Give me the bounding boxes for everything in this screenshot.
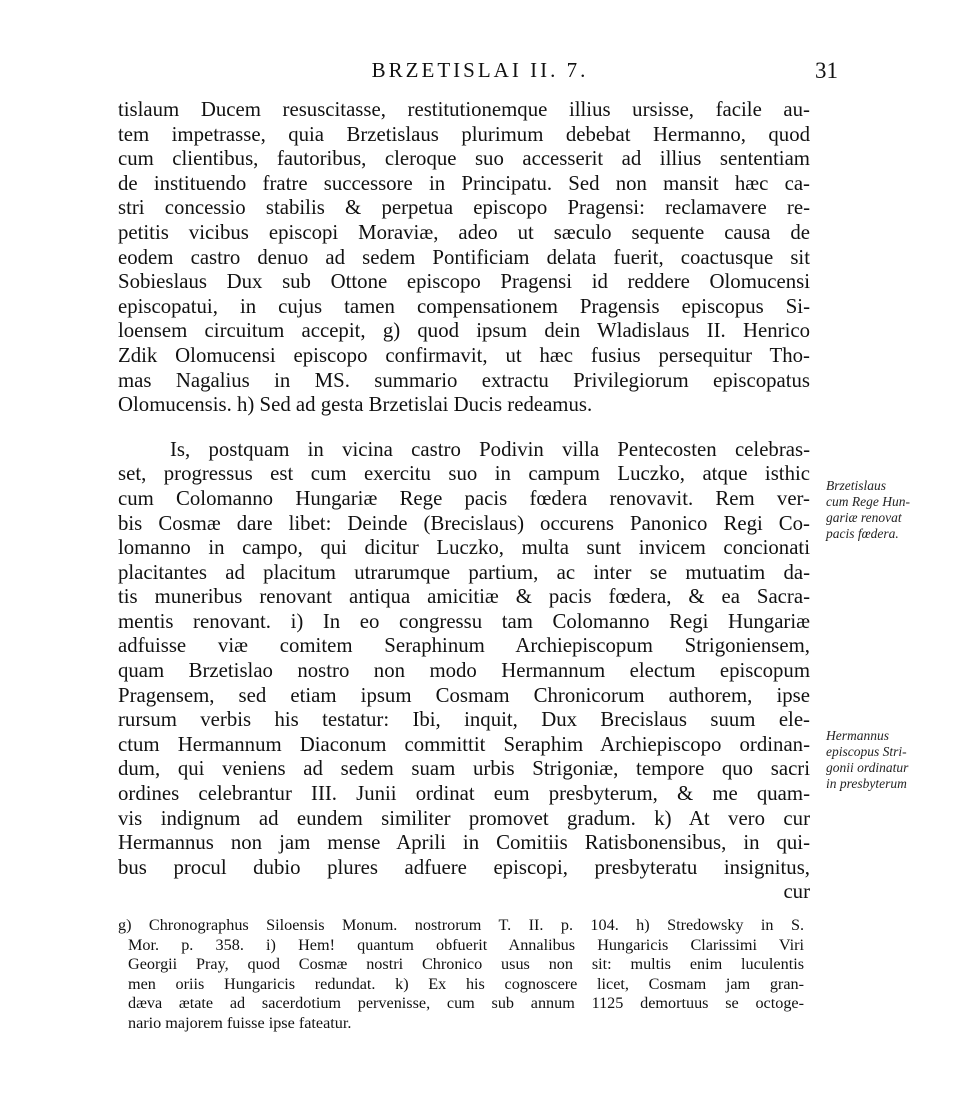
text-line: loensem circuitum accepit, g) quod ipsum dein Wladislaus II. Henrico [118, 319, 810, 343]
text-line: eodem castro denuo ad sedem Pontificiam delata fuerit, coactusque sit [118, 245, 810, 269]
text-line: adfuisse viæ comitem Seraphinum Archiepiscopum Strigoniensem, [118, 634, 810, 658]
text-line: stri concessio stabilis & perpetua episcopo Pragensi: reclamavere re- [118, 196, 810, 220]
footnotes [118, 916, 804, 1034]
margin-note-line: Hermannus [826, 728, 889, 743]
margin-note-line: Brzetislaus [826, 478, 887, 493]
footnote-line: g) Chronographus Siloensis Monum. nostrorum T. II. p. 104. h) Stredowsky in S. [118, 916, 804, 934]
text-line: petitis vicibus episcopi Moraviæ, adeo ut sæculo sequente causa de [118, 220, 810, 244]
text-line: episcopatui, in cujus tamen compensationem Pragensis episcopus Si- [118, 294, 810, 318]
text-line: set, progressus est cum exercitu suo in campum Luczko, atque isthic [118, 462, 810, 486]
text-line: mas Nagalius in MS. summario extractu Privilegiorum episcopatus [118, 368, 810, 392]
running-head [0, 58, 960, 88]
margin-note-line: gonii ordinatur [826, 760, 909, 775]
margin-note-line: gariæ renovat [826, 510, 902, 525]
text-line: dum, qui veniens ad sedem suam urbis Strigoniæ, tempore quo sacri [118, 757, 810, 781]
text-line: rursum verbis his testatur: Ibi, inquit, Dux Brecislaus suum ele- [118, 708, 810, 732]
text-line: Is, postquam in vicina castro Podivin villa Pentecosten celebras- [170, 437, 810, 461]
main-text [118, 98, 810, 905]
paragraph-1 [118, 98, 810, 418]
footnote-line: Georgii Pray, quod Cosmæ nostri Chronico usus non sit: multis enim luculentis [128, 955, 804, 974]
text-line: placitantes ad placitum utrarumque partium, ac inter se mutuatim da- [118, 560, 810, 584]
text-line: de instituendo fratre successore in Principatu. Sed non mansit hæc ca- [118, 171, 810, 195]
catchword: cur [783, 880, 810, 904]
margin-note [826, 478, 948, 542]
text-line: lomanno in campo, qui dicitur Luczko, multa sunt invicem concionati [118, 536, 810, 560]
footnote-line: Mor. p. 358. i) Hem! quantum obfuerit Annalibus Hungaricis Clarissimi Viri [128, 935, 804, 954]
text-line: Olomucensis. h) Sed ad gesta Brzetislai Ducis redeamus. [118, 393, 593, 417]
text-line: quam Brzetislao nostro non modo Hermannum electum episcopum [118, 659, 810, 683]
text-line: bus procul dubio plures adfuere episcopi, presbyteratu insignitus, [118, 855, 810, 879]
text-line: mentis renovant. i) In eo congressu tam Colomanno Regi Hungariæ [118, 609, 810, 633]
text-line: vis indignum ad eundem similiter promovet gradum. k) At vero cur [118, 806, 810, 830]
text-line: Sobieslaus Dux sub Ottone episcopo Pragensi id reddere Olomucensi [118, 270, 810, 294]
margin-note [826, 728, 948, 792]
text-line: bis Cosmæ dare libet: Deinde (Brecislaus) occurens Panonico Regi Co- [118, 511, 810, 535]
text-line: Pragensem, sed etiam ipsum Cosmam Chronicorum authorem, ipse [118, 683, 810, 707]
margin-note-line: cum Rege Hun- [826, 494, 910, 509]
text-line: tem impetrasse, quia Brzetislaus plurimum debebat Hermanno, quod [118, 122, 810, 146]
running-title: BRZETISLAI II. 7. [371, 58, 589, 82]
text-line: ordines celebrantur III. Junii ordinat eum presbyterum, & me quam- [118, 782, 810, 806]
text-line: cum clientibus, fautoribus, cleroque suo accesserit ad illius sententiam [118, 147, 810, 171]
footnote-line: dæva ætate ad sacerdotium pervenisse, cum sub annum 1125 demortuus se octoge- [128, 994, 804, 1013]
paragraph-2 [118, 438, 810, 905]
text-line: Zdik Olomucensi episcopo confirmavit, ut hæc fusius persequitur Tho- [118, 343, 810, 367]
text-line: cum Colomanno Hungariæ Rege pacis fœdera renovavit. Rem ver- [118, 486, 810, 510]
text-line: Hermannus non jam mense Aprili in Comitiis Ratisbonensibus, in qui- [118, 831, 810, 855]
text-line: tislaum Ducem resuscitasse, restitutionemque illius ursisse, facile au- [118, 98, 810, 121]
margin-note-line: episcopus Stri- [826, 744, 907, 759]
text-line: tis muneribus renovant antiqua amicitiæ & pacis fœdera, & ea Sacra- [118, 585, 810, 609]
footnote-line: men oriis Hungaricis redundat. k) Ex his cognoscere licet, Cosmam jam gran- [128, 974, 804, 993]
page-number: 31 [815, 58, 838, 83]
text-line: ctum Hermannum Diaconum committit Seraphim Archiepiscopo ordinan- [118, 732, 810, 756]
footnote-line: nario majorem fuisse ipse fateatur. [128, 1013, 352, 1032]
margin-note-line: in presbyterum [826, 776, 907, 791]
margin-note-line: pacis fœdera. [826, 526, 899, 541]
